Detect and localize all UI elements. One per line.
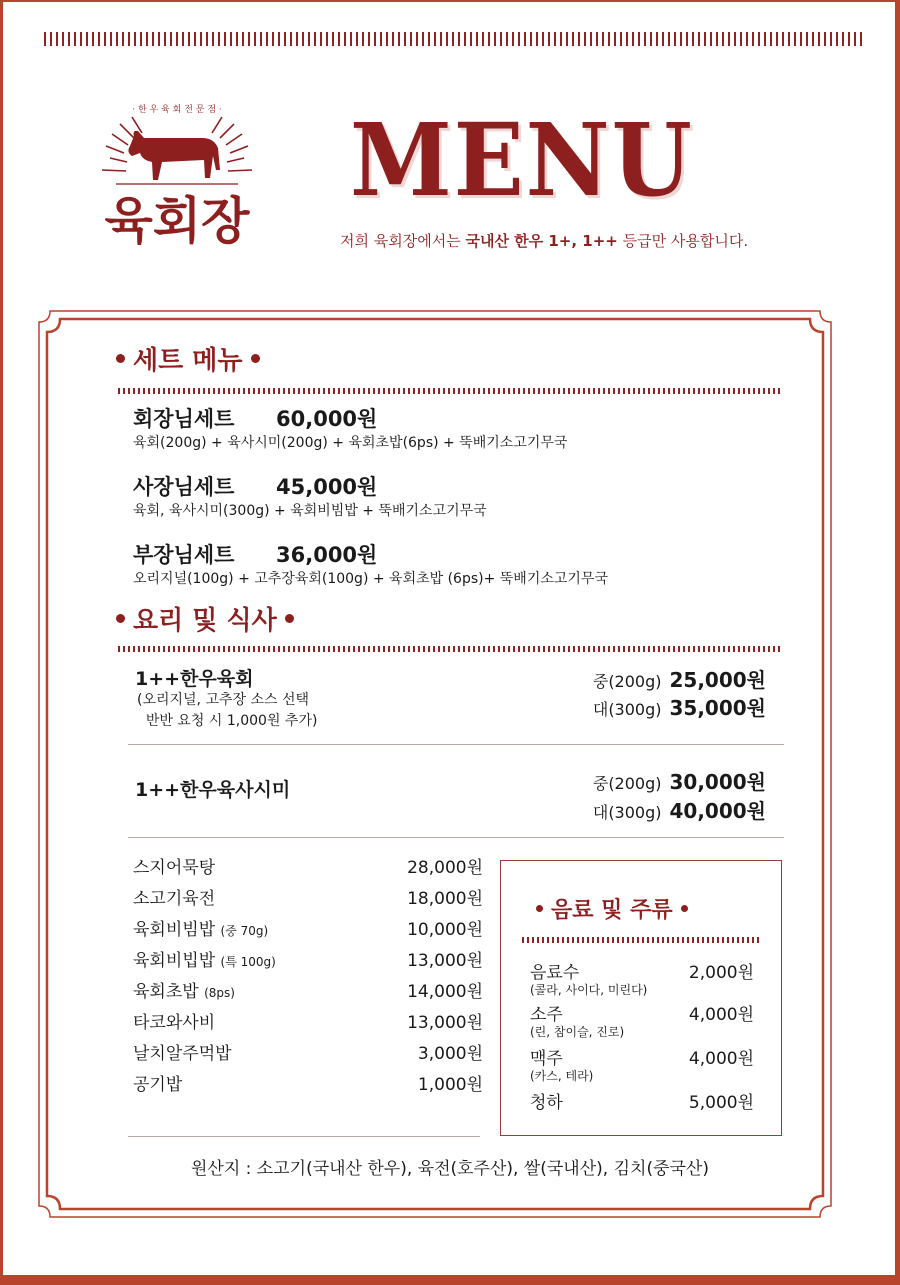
- dish-note: (오리지널, 고추장 소스 선택 반반 요청 시 1,000원 추가): [137, 692, 318, 729]
- list-item: 소고기육전 18,000원: [133, 889, 483, 909]
- grade-notice: 저희 육회장에서는 국내산 한우 1+, 1++ 등급만 사용합니다.: [340, 232, 749, 250]
- svg-text:· 한 우 육 회 전 문 점 ·: · 한 우 육 회 전 문 점 ·: [132, 105, 222, 115]
- drink-sub: (카스, 테라): [530, 1069, 594, 1083]
- drink-name: 음료수: [530, 963, 580, 983]
- size-price-row: 중(200g) 25,000원: [592, 668, 766, 692]
- size-price-row: 대(300g) 35,000원: [592, 696, 766, 720]
- dish-name: 1++한우육사시미: [135, 779, 291, 801]
- dish-name: 1++한우육회: [135, 668, 254, 690]
- drink-price: 4,000원: [688, 1049, 754, 1069]
- set-item-name: 회장님세트: [133, 407, 235, 431]
- page-title: MENU: [350, 101, 694, 219]
- list-item: 육회초밥 (8ps) 14,000원: [133, 982, 483, 1002]
- set-item-desc: 오리지널(100g) + 고추장육회(100g) + 육회초밥 (6ps)+ 뚝배기소고기무국: [133, 571, 608, 587]
- set-menu-heading: 세트 메뉴: [108, 340, 268, 377]
- set-item-price: 60,000원: [276, 407, 378, 431]
- cow-sunburst-icon: [92, 98, 262, 258]
- dishes-divider: [118, 646, 782, 652]
- set-item-desc: 육회(200g) + 육사시미(200g) + 육회초밥(6ps) + 뚝배기소고기무국: [133, 435, 568, 451]
- list-item: 날치알주먹밥 3,000원: [133, 1044, 483, 1064]
- drink-sub: (린, 참이슬, 진로): [530, 1025, 625, 1039]
- set-item-desc: 육회, 육사시미(300g) + 육회비빔밥 + 뚝배기소고기무국: [133, 503, 487, 519]
- list-item: 타코와사비 13,000원: [133, 1013, 483, 1033]
- origin-notice: 원산지 : 소고기(국내산 한우), 육전(호주산), 쌀(국내산), 김치(중국산): [191, 1159, 709, 1179]
- divider-line: [128, 837, 784, 838]
- drink-name: 소주: [530, 1005, 563, 1025]
- divider-line: [128, 1136, 480, 1137]
- set-item-price: 45,000원: [276, 475, 378, 499]
- size-price-row: 대(300g) 40,000원: [592, 799, 766, 823]
- set-menu-divider: [118, 388, 782, 394]
- set-item-price: 36,000원: [276, 543, 378, 567]
- drink-name: 청하: [530, 1093, 563, 1113]
- drink-price: 4,000원: [688, 1005, 754, 1025]
- set-item-name: 사장님세트: [133, 475, 235, 499]
- divider-line: [128, 744, 784, 745]
- drinks-heading: 음료 및 주류: [528, 893, 696, 924]
- svg-text:육회장: 육회장: [104, 192, 250, 250]
- drink-price: 5,000원: [688, 1093, 754, 1113]
- brand-logo: [92, 98, 262, 258]
- top-decorative-stripe: [44, 32, 864, 46]
- list-item: 육회비빕밥 (특 100g) 13,000원: [133, 951, 483, 971]
- drinks-divider: [522, 937, 760, 943]
- drink-sub: (콜라, 사이다, 미린다): [530, 983, 648, 997]
- list-item: 공기밥 1,000원: [133, 1075, 483, 1095]
- list-item: 육회비빔밥 (중 70g) 10,000원: [133, 920, 483, 940]
- set-item-name: 부장님세트: [133, 543, 235, 567]
- drink-price: 2,000원: [688, 963, 754, 983]
- list-item: 스지어묵탕 28,000원: [133, 858, 483, 878]
- size-price-row: 중(200g) 30,000원: [592, 770, 766, 794]
- drink-name: 맥주: [530, 1049, 563, 1069]
- dishes-heading: 요리 및 식사: [108, 600, 302, 637]
